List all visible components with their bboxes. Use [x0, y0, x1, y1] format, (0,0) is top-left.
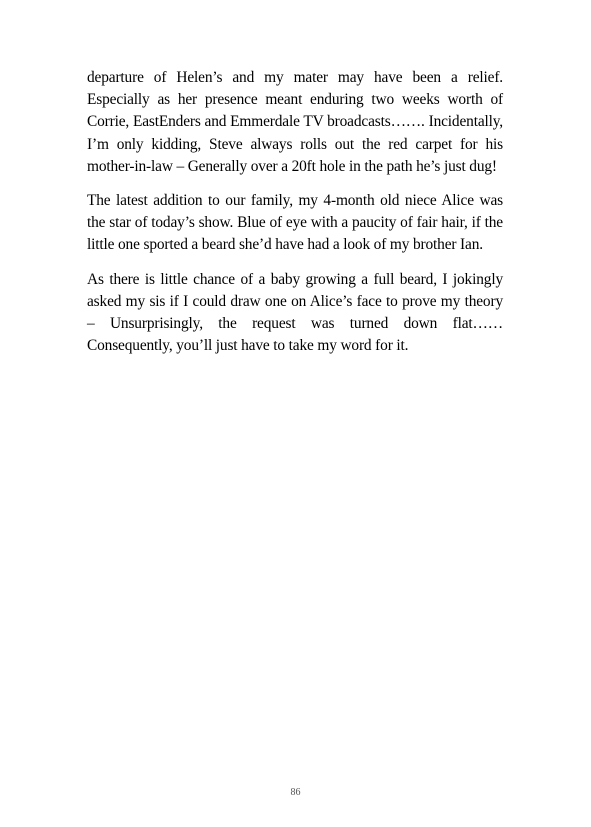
- paragraph-1: departure of Helen’s and my mater may have been a relief. Especially as her presence meant enduring two weeks worth of Corrie, EastEnders and Emmerdale TV broadcasts……. Incidentally, I’m only kidding, Steve always rolls out the red carpet for his mother-in-law – Generally over a 20ft hole in the path he’s just dug!: [87, 69, 503, 175]
- body-text: [87, 67, 503, 369]
- page-number: 86: [290, 787, 301, 798]
- paragraph-2: The latest addition to our family, my 4-month old niece Alice was the star of today’s show. Blue of eye with a paucity of fair hair, if the little one sported a beard she’d have had a look of my brother Ian.: [87, 192, 503, 254]
- paragraph-3: As there is little chance of a baby growing a full beard, I jokingly asked my sis if I could draw one on Alice’s face to prove my theory – Unsurprisingly, the request was turned down flat…… Consequently, you’ll just have to take my word for it.: [87, 270, 503, 355]
